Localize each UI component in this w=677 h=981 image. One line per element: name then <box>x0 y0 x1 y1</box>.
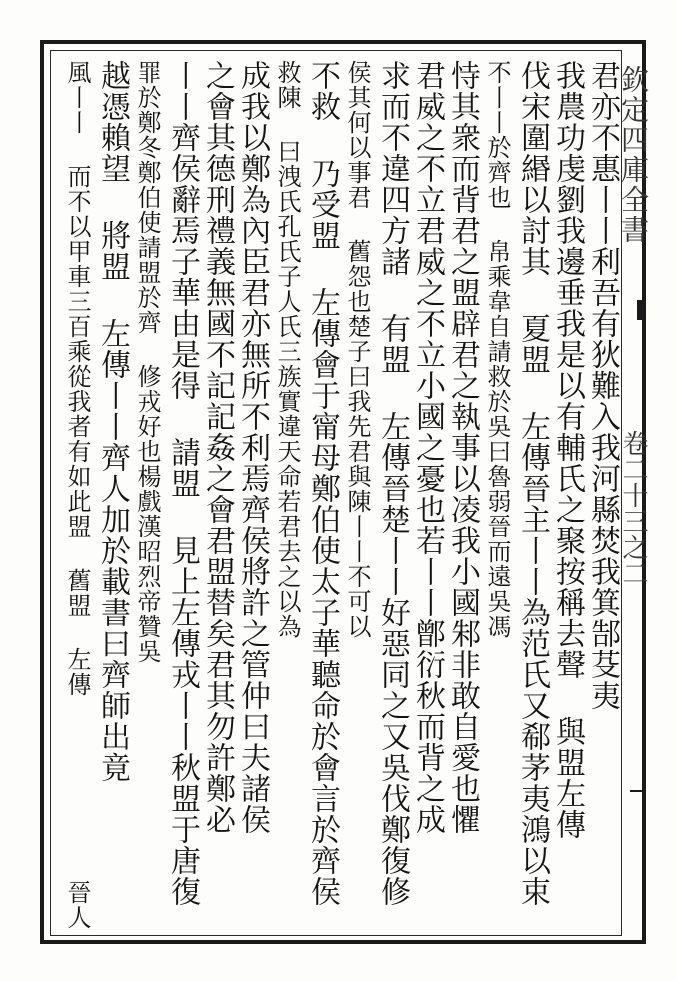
margin-mark <box>637 300 645 320</box>
text-column-12: 之會其德刑禮義無國不記記姦之會君盟替矣君其勿許鄭必 <box>200 60 235 835</box>
text-column-10: 救陳 曰洩氏孔氏子人氏三族實違天命若君去之以為 <box>273 60 301 639</box>
text-column-13: 丨丨齊侯辭焉子華由是得 請盟 見上左傳戎丨丨秋盟于唐復 <box>165 60 200 907</box>
text-column-3: 伐宋圍緡以討其 夏盟 左傳晉主丨丨為范氏又郗茅夷鴻以束 <box>515 60 550 907</box>
volume-label: 卷二十三之二 <box>618 430 648 586</box>
text-column-14: 罪於鄭冬鄭伯使請盟於齊 修戎好也楊戲漢昭烈帝贊吳 <box>133 60 161 664</box>
text-column-15: 越憑賴望 將盟 左傳丨丨齊人加於載書曰齊師出竟 <box>95 60 130 783</box>
text-column-7: 求而不違四方諸 有盟 左傳晉楚丨丨好惡同之又吳伐鄭復修 <box>375 60 410 907</box>
text-column-9: 不救 乃受盟 左傳會于甯母鄭伯使太子華聽命於會言於齊侯 <box>305 60 340 907</box>
book-title: 欽定四庫全書 <box>617 65 650 245</box>
text-column-17: 晉人 <box>63 880 91 930</box>
text-column-11: 成我以鄭為內臣君亦無所不利焉齊侯將許之管仲曰夫諸侯 <box>235 60 270 835</box>
text-column-4: 不丨丨於齊也 帛乘韋自請救於吳曰魯弱晉而遠吳馮 <box>483 60 511 639</box>
text-column-1: 君亦不惠丨丨利吾有狄難入我河縣焚我箕郜芟夷 <box>585 60 620 711</box>
text-column-5: 恃其衆而背君之盟辟君之執事以凌我小國邾非敢自愛也懼 <box>445 60 480 835</box>
text-column-6: 君威之不立君威之不立小國之憂也若丨丨鄫衍秋而背之成 <box>410 60 445 835</box>
text-column-8: 侯其何以事君 舊怨也楚子曰我先君與陳丨丨不可以 <box>343 60 371 639</box>
text-column-16: 風丨丨 而不以甲車三百乘從我者有如此盟 舊盟 左傳 <box>63 60 91 697</box>
margin-tick <box>630 790 644 792</box>
text-column-2: 我農功虔劉我邊垂我是以有輔氏之聚按稱去聲 與盟左傳 <box>550 60 585 840</box>
